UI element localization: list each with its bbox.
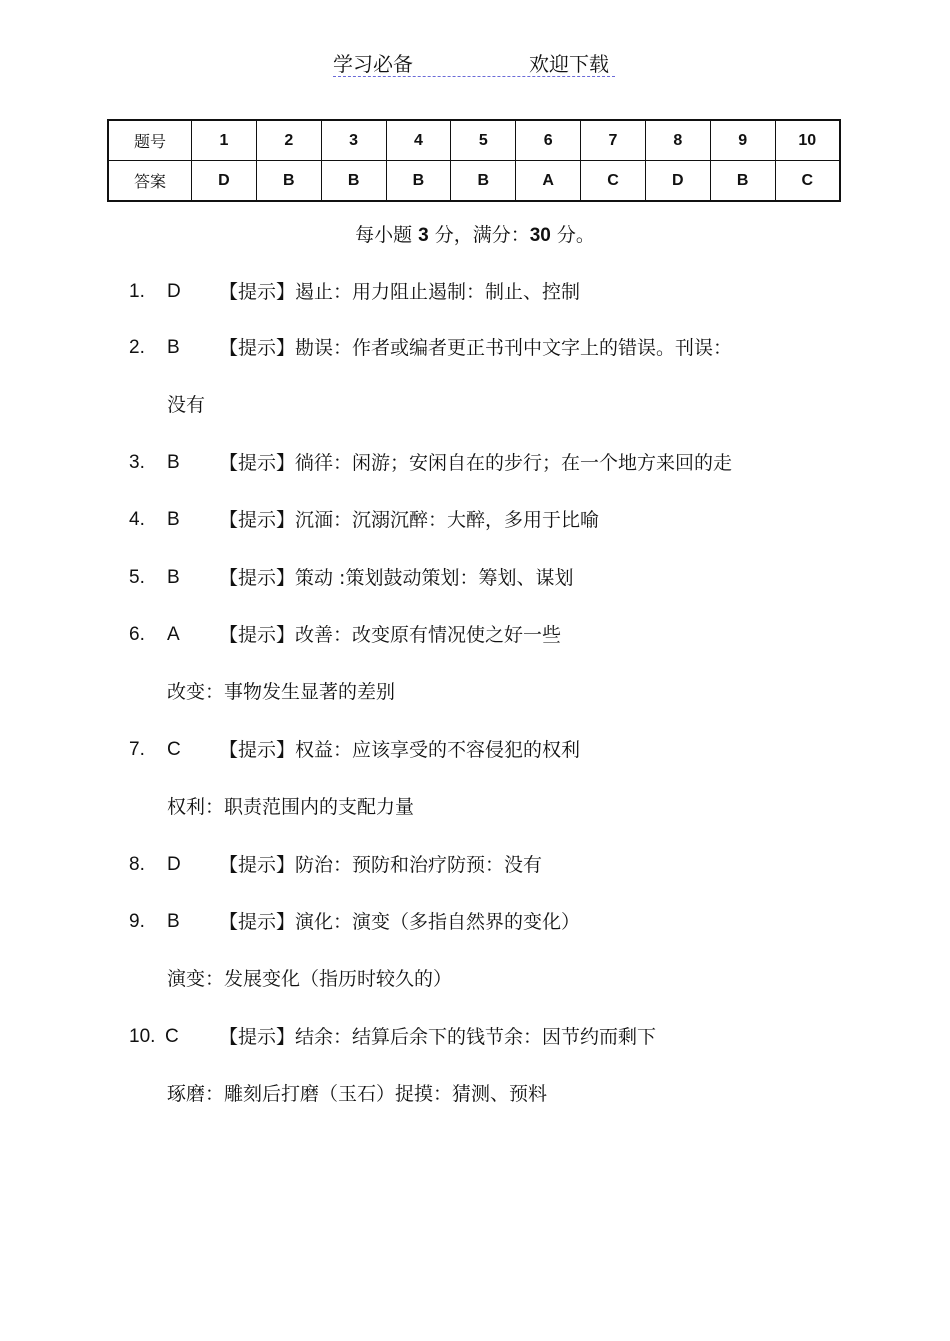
question-number-cell: 3 xyxy=(321,120,386,161)
item-continuation: 没有 xyxy=(167,394,206,416)
answer-table xyxy=(107,119,841,202)
item-hint: 【提示】防治：预防和治疗防预：没有 xyxy=(219,854,543,876)
question-number-cell: 5 xyxy=(451,120,516,161)
item-number: 2. xyxy=(129,337,145,358)
answer-cell: B xyxy=(321,161,386,202)
score-prefix: 每小题 xyxy=(355,224,419,246)
answer-cell: B xyxy=(451,161,516,202)
score-per-question: 3 xyxy=(418,225,429,246)
question-number-label: 题号 xyxy=(108,120,192,161)
answer-cell: B xyxy=(386,161,451,202)
answer-cell: D xyxy=(645,161,710,202)
question-number-cell: 1 xyxy=(192,120,257,161)
item-answer: B xyxy=(167,911,180,932)
question-number-cell: 8 xyxy=(645,120,710,161)
item-hint: 【提示】结余：结算后余下的钱节余：因节约而剩下 xyxy=(219,1026,657,1048)
item-number: 4. xyxy=(129,509,145,530)
question-number-cell: 7 xyxy=(581,120,646,161)
question-number-cell: 9 xyxy=(710,120,775,161)
header-right-text: 欢迎下载 xyxy=(529,52,609,76)
item-answer: A xyxy=(167,624,180,645)
answer-label: 答案 xyxy=(108,161,192,202)
item-number: 1. xyxy=(129,281,145,302)
answer-cell: C xyxy=(775,161,840,202)
question-number-cell: 6 xyxy=(516,120,581,161)
item-continuation: 琢磨：雕刻后打磨（玉石）捉摸：猜测、预料 xyxy=(167,1083,548,1105)
item-answer: B xyxy=(167,452,180,473)
score-suffix: 分。 xyxy=(550,224,595,246)
item-hint: 【提示】徜徉：闲游；安闲自在的步行；在一个地方来回的走 xyxy=(219,452,733,474)
item-answer: B xyxy=(167,567,180,588)
item-continuation: 演变：发展变化（指历时较久的） xyxy=(167,968,453,990)
question-number-cell: 10 xyxy=(775,120,840,161)
answer-row xyxy=(108,161,840,202)
page-header xyxy=(333,46,615,77)
item-number: 5. xyxy=(129,567,145,588)
answer-cell: B xyxy=(256,161,321,202)
item-number: 9. xyxy=(129,911,145,932)
score-note xyxy=(0,220,950,247)
item-number: 8. xyxy=(129,854,145,875)
item-answer: D xyxy=(167,854,181,875)
answer-cell: C xyxy=(581,161,646,202)
item-answer: B xyxy=(167,509,180,530)
item-answer: D xyxy=(167,281,181,302)
item-hint: 【提示】改善：改变原有情况使之好一些 xyxy=(219,624,562,646)
item-hint: 【提示】沉湎：沉溺沉醉：大醉，多用于比喻 xyxy=(219,509,600,531)
question-number-cell: 4 xyxy=(386,120,451,161)
question-number-row xyxy=(108,120,840,161)
item-hint: 【提示】遏止：用力阻止遏制：制止、控制 xyxy=(219,281,581,303)
item-hint: 【提示】勘误：作者或编者更正书刊中文字上的错误。刊误： xyxy=(219,337,733,359)
item-hint: 【提示】权益：应该享受的不容侵犯的权利 xyxy=(219,739,581,761)
item-number: 10. xyxy=(129,1026,156,1047)
item-number: 3. xyxy=(129,452,145,473)
header-left-text: 学习必备 xyxy=(333,52,413,76)
answer-cell: B xyxy=(710,161,775,202)
answer-cell: D xyxy=(192,161,257,202)
answer-cell: A xyxy=(516,161,581,202)
item-hint: 【提示】策动 :策划鼓动策划：筹划、谋划 xyxy=(219,567,574,589)
question-number-cell: 2 xyxy=(256,120,321,161)
item-answer: C xyxy=(165,1026,179,1047)
item-answer: C xyxy=(167,739,181,760)
item-continuation: 改变：事物发生显著的差别 xyxy=(167,681,396,703)
item-hint: 【提示】演化：演变（多指自然界的变化） xyxy=(219,911,581,933)
score-total: 30 xyxy=(529,225,551,246)
item-continuation: 权利：职责范围内的支配力量 xyxy=(167,796,415,818)
item-number: 6. xyxy=(129,624,145,645)
score-mid: 分，满分： xyxy=(428,224,530,246)
item-answer: B xyxy=(167,337,180,358)
item-number: 7. xyxy=(129,739,145,760)
